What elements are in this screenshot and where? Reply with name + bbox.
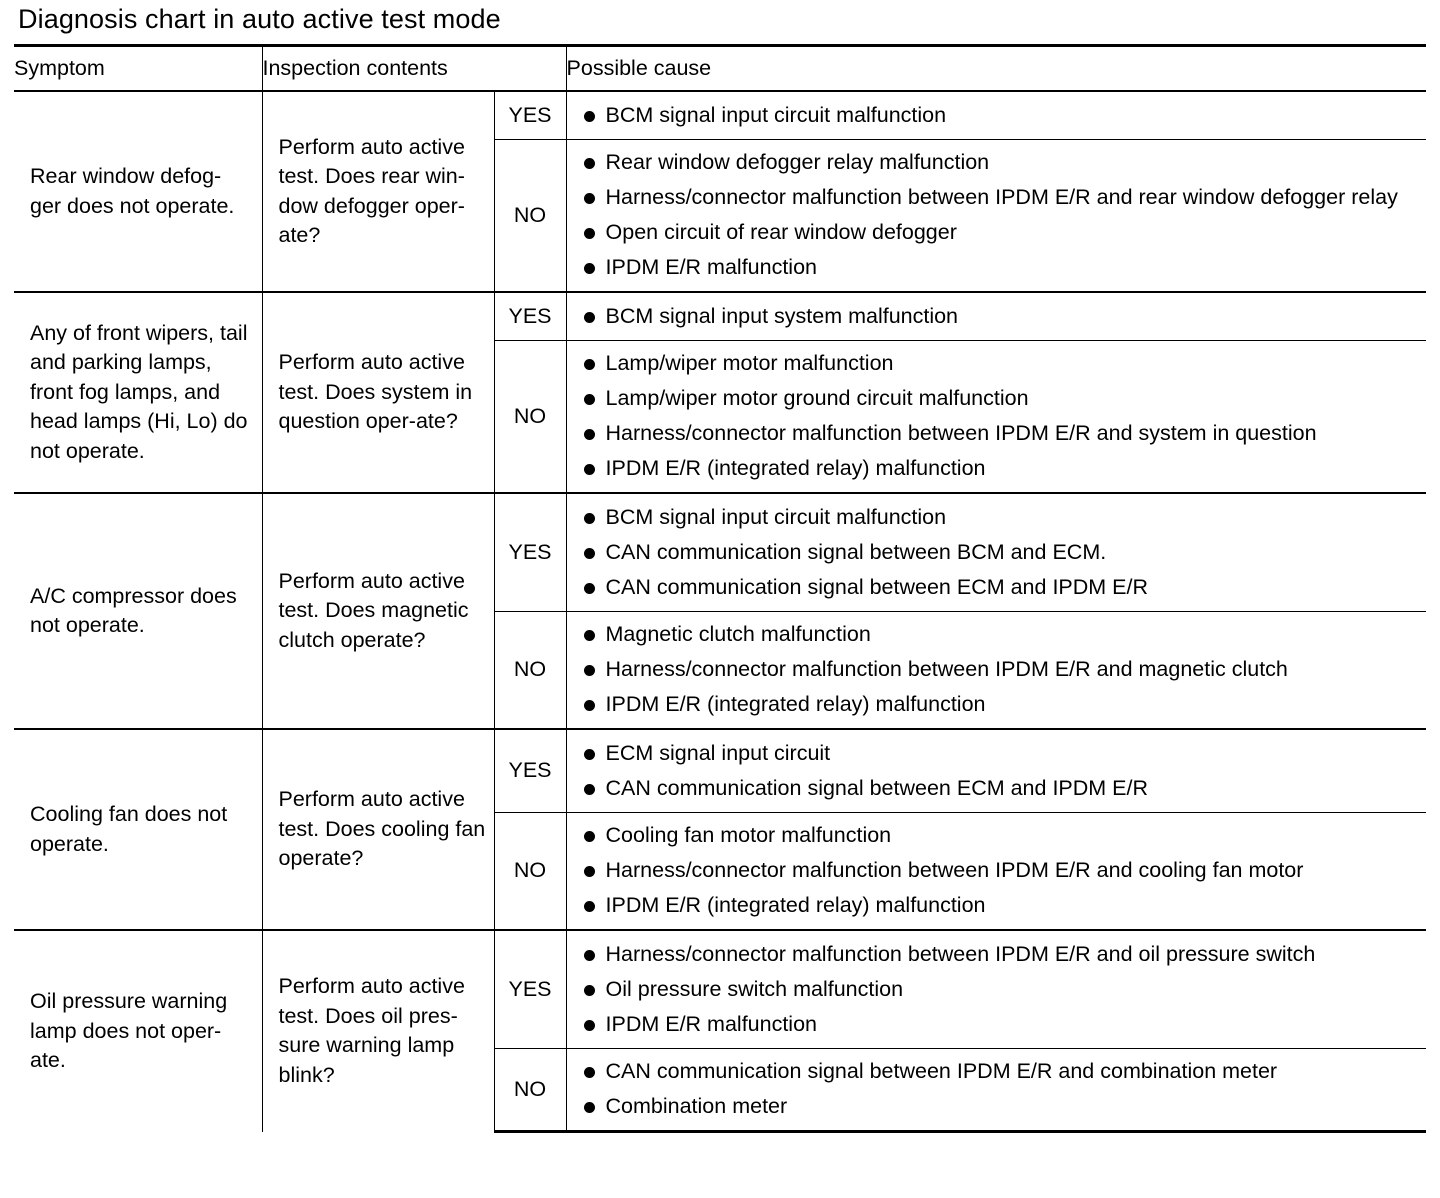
- cause-item: BCM signal input circuit malfunction: [583, 100, 1416, 132]
- cause-item: CAN communication signal between IPDM E/R and combination meter: [583, 1056, 1416, 1088]
- yes-label: YES: [494, 493, 566, 611]
- yes-label: YES: [494, 91, 566, 139]
- yes-causes-cell: [566, 91, 1426, 139]
- header-inspection-contents: Inspection contents: [262, 46, 566, 92]
- cause-item: IPDM E/R malfunction: [583, 1009, 1416, 1041]
- table-row: [14, 493, 1426, 611]
- cause-item: Harness/connector malfunction between IPDM E/R and cooling fan motor: [583, 855, 1416, 887]
- table-row: [14, 292, 1426, 340]
- inspection-cell: Perform auto active test. Does oil pres-sure warning lamp blink?: [262, 930, 494, 1132]
- yes-causes-cell: [566, 493, 1426, 611]
- no-label: NO: [494, 812, 566, 930]
- header-symptom: Symptom: [14, 46, 262, 92]
- cause-item: ECM signal input circuit: [583, 738, 1416, 770]
- inspection-cell: Perform auto active test. Does system in question oper-ate?: [262, 292, 494, 493]
- table-row: [14, 729, 1426, 812]
- cause-item: Lamp/wiper motor ground circuit malfunction: [583, 383, 1416, 415]
- page-title: Diagnosis chart in auto active test mode: [18, 4, 501, 34]
- symptom-cell: Rear window defog-ger does not operate.: [14, 91, 262, 292]
- cause-item: Combination meter: [583, 1091, 1416, 1123]
- no-causes-cell: [566, 611, 1426, 729]
- symptom-group-rear-defogger: [14, 91, 1426, 292]
- yes-causes-cell: [566, 292, 1426, 340]
- table-row: [14, 91, 1426, 139]
- cause-item: BCM signal input system malfunction: [583, 301, 1416, 333]
- no-label: NO: [494, 611, 566, 729]
- no-label: NO: [494, 1048, 566, 1132]
- diagnosis-table: [14, 44, 1426, 1133]
- cause-item: IPDM E/R malfunction: [583, 252, 1416, 284]
- symptom-cell: A/C compressor does not operate.: [14, 493, 262, 729]
- yes-causes-cell: [566, 729, 1426, 812]
- cause-item: Harness/connector malfunction between IPDM E/R and oil pressure switch: [583, 939, 1416, 971]
- inspection-cell: Perform auto active test. Does rear win-dow defogger oper-ate?: [262, 91, 494, 292]
- cause-item: CAN communication signal between BCM and ECM.: [583, 537, 1416, 569]
- cause-item: CAN communication signal between ECM and IPDM E/R: [583, 773, 1416, 805]
- header-possible-cause: Possible cause: [566, 46, 1426, 92]
- symptom-group-ac-compressor: [14, 493, 1426, 729]
- cause-item: IPDM E/R (integrated relay) malfunction: [583, 689, 1416, 721]
- table-row: [14, 930, 1426, 1048]
- cause-item: Lamp/wiper motor malfunction: [583, 348, 1416, 380]
- cause-item: Harness/connector malfunction between IPDM E/R and magnetic clutch: [583, 654, 1416, 686]
- symptom-group-oil-pressure: [14, 930, 1426, 1132]
- no-causes-cell: [566, 340, 1426, 493]
- inspection-cell: Perform auto active test. Does magnetic clutch operate?: [262, 493, 494, 729]
- symptom-group-wipers-lamps: [14, 292, 1426, 493]
- cause-item: IPDM E/R (integrated relay) malfunction: [583, 890, 1416, 922]
- cause-item: Harness/connector malfunction between IPDM E/R and rear window defogger relay: [583, 182, 1416, 214]
- symptom-cell: Any of front wipers, tail and parking lamps, front fog lamps, and head lamps (Hi, Lo) do not operate.: [14, 292, 262, 493]
- symptom-group-cooling-fan: [14, 729, 1426, 930]
- yes-label: YES: [494, 930, 566, 1048]
- inspection-cell: Perform auto active test. Does cooling fan operate?: [262, 729, 494, 930]
- no-causes-cell: [566, 139, 1426, 292]
- no-causes-cell: [566, 812, 1426, 930]
- yes-causes-cell: [566, 930, 1426, 1048]
- cause-item: Magnetic clutch malfunction: [583, 619, 1416, 651]
- cause-item: Oil pressure switch malfunction: [583, 974, 1416, 1006]
- no-label: NO: [494, 139, 566, 292]
- cause-item: BCM signal input circuit malfunction: [583, 502, 1416, 534]
- symptom-cell: Cooling fan does not operate.: [14, 729, 262, 930]
- cause-item: IPDM E/R (integrated relay) malfunction: [583, 453, 1416, 485]
- table-header-row: [14, 46, 1426, 92]
- no-label: NO: [494, 340, 566, 493]
- cause-item: CAN communication signal between ECM and IPDM E/R: [583, 572, 1416, 604]
- yes-label: YES: [494, 729, 566, 812]
- symptom-cell: Oil pressure warning lamp does not oper-ate.: [14, 930, 262, 1132]
- cause-item: Rear window defogger relay malfunction: [583, 147, 1416, 179]
- cause-item: Harness/connector malfunction between IPDM E/R and system in question: [583, 418, 1416, 450]
- yes-label: YES: [494, 292, 566, 340]
- no-causes-cell: [566, 1048, 1426, 1132]
- cause-item: Open circuit of rear window defogger: [583, 217, 1416, 249]
- cause-item: Cooling fan motor malfunction: [583, 820, 1416, 852]
